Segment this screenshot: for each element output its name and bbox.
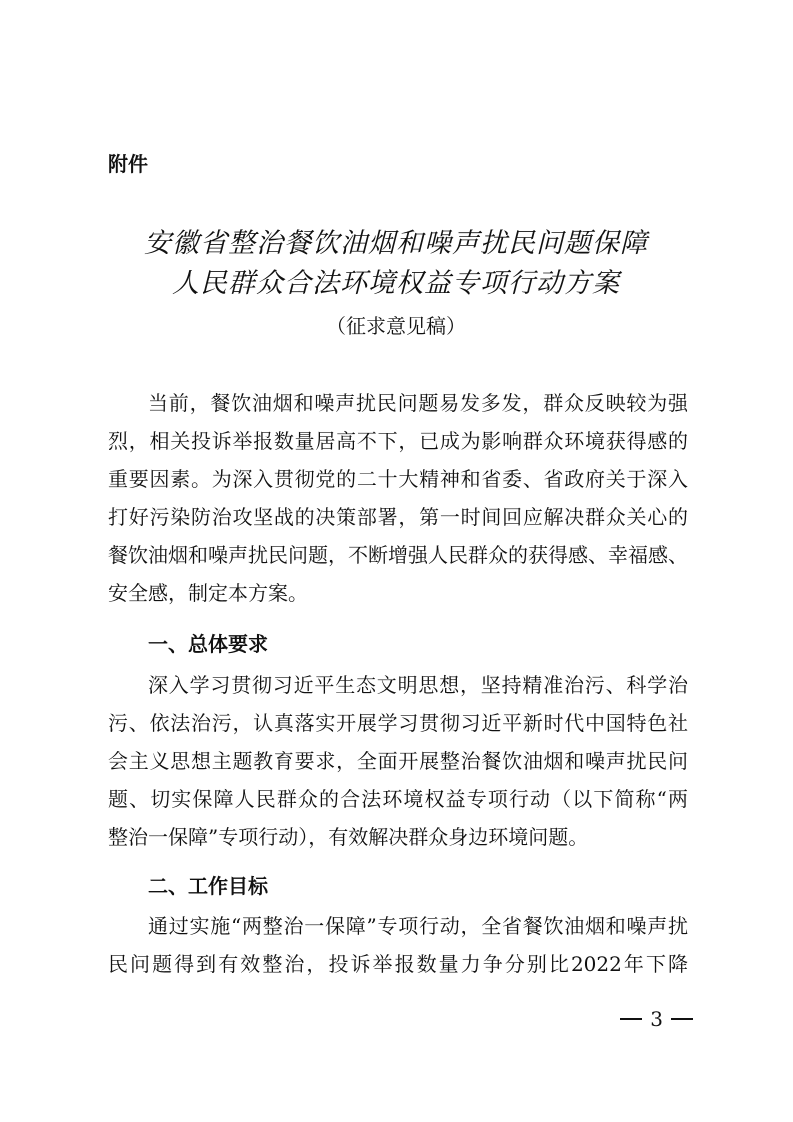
- section1-paragraph-line: 题、切实保障人民群众的合法环境权益专项行动（以下简称“两: [108, 787, 688, 811]
- section2-paragraph-line: 民问题得到有效整治，投诉举报数量力争分别比2022年下降: [108, 952, 688, 976]
- section1-paragraph-line: 深入学习贯彻习近平生态文明思想，坚持精准治污、科学治: [148, 673, 688, 697]
- page-number-dash-left: [620, 1018, 642, 1020]
- intro-paragraph-line: 安全感，制定本方案。: [108, 581, 308, 605]
- page-number-dash-right: [671, 1018, 693, 1020]
- page-number: [620, 1005, 693, 1033]
- document-subtitle: （征求意见稿）: [326, 314, 466, 338]
- document-title-line-2: 人民群众合法环境权益专项行动方案: [172, 268, 620, 299]
- section1-paragraph-line: 会主义思想主题教育要求，全面开展整治餐饮油烟和噪声扰民问: [108, 749, 688, 773]
- section-heading-work-goals: 二、工作目标: [148, 874, 268, 898]
- intro-paragraph-line: 餐饮油烟和噪声扰民问题，不断增强人民群众的获得感、幸福感、: [108, 543, 688, 567]
- section1-paragraph-line: 整治一保障”专项行动），有效解决群众身边环境问题。: [108, 825, 589, 849]
- section2-paragraph-line: 通过实施“两整治一保障”专项行动，全省餐饮油烟和噪声扰: [148, 914, 688, 938]
- section-heading-general-requirements: 一、总体要求: [148, 632, 268, 656]
- intro-paragraph-line: 打好污染防治攻坚战的决策部署，第一时间回应解决群众关心的: [108, 505, 688, 529]
- intro-paragraph-line: 重要因素。为深入贯彻党的二十大精神和省委、省政府关于深入: [108, 467, 688, 491]
- page-number-value: 3: [650, 1007, 663, 1031]
- document-title-line-1: 安徽省整治餐饮油烟和噪声扰民问题保障: [144, 228, 648, 259]
- section1-paragraph-line: 污、依法治污，认真落实开展学习贯彻习近平新时代中国特色社: [108, 711, 688, 735]
- attachment-label: 附件: [108, 152, 148, 176]
- intro-paragraph-line: 当前，餐饮油烟和噪声扰民问题易发多发，群众反映较为强: [148, 391, 688, 415]
- intro-paragraph-line: 烈，相关投诉举报数量居高不下，已成为影响群众环境获得感的: [108, 429, 688, 453]
